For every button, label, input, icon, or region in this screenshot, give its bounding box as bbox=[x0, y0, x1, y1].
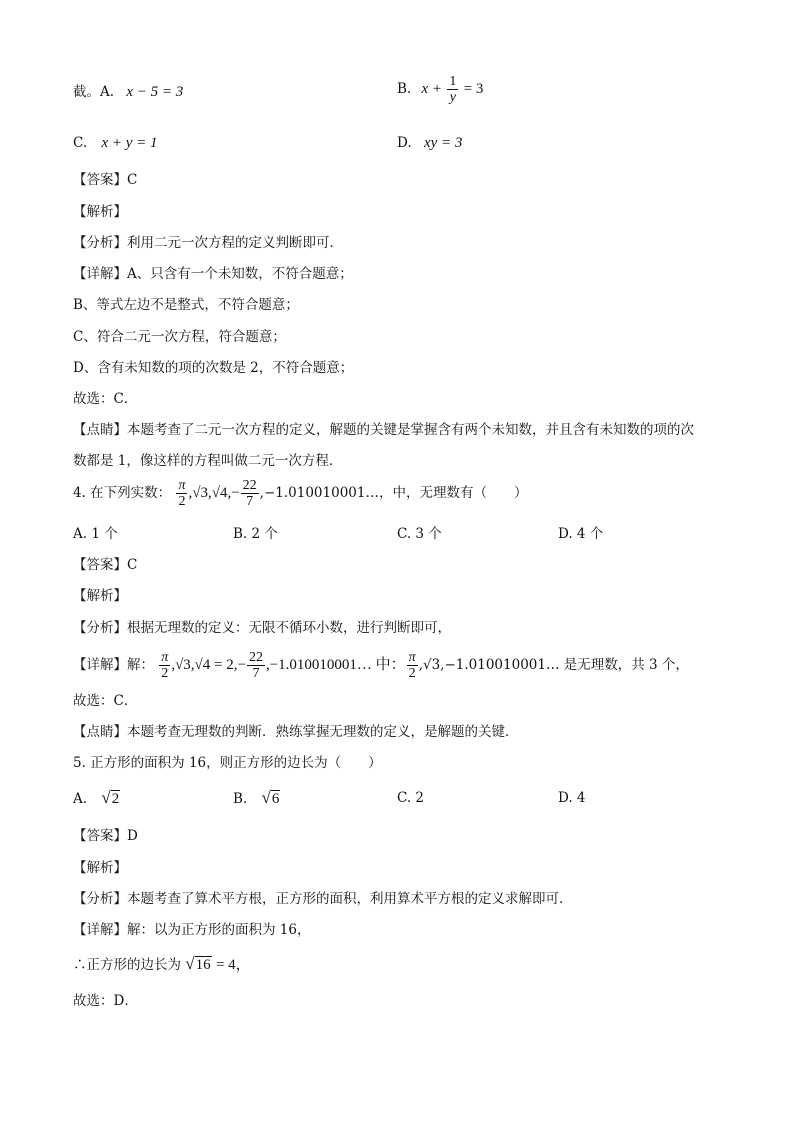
q5-therefore bbox=[73, 954, 251, 975]
q3-option-c bbox=[73, 133, 158, 153]
q4-option-b: B. 2 个 bbox=[233, 526, 278, 542]
q3-option-b-label: B. bbox=[397, 81, 412, 97]
q3-detail: 【详解】A、只含有一个未知数，不符合题意； bbox=[73, 266, 353, 282]
q4-detail-tail: ,√3,−1.010010001… 是无理数，共 3 个， bbox=[418, 657, 689, 673]
q3-option-b-math-pre: x + bbox=[421, 81, 443, 97]
q5-therefore-prefix: ∴正方形的边长为 bbox=[73, 957, 181, 973]
q4-analysis: 【分析】根据无理数的定义：无限不循环小数，进行判断即可， bbox=[73, 620, 451, 636]
q5-detail: 【详解】解：以为正方形的面积为 16， bbox=[73, 922, 311, 938]
q4-choose: 故选：C． bbox=[73, 693, 138, 709]
q3-analysis-heading: 【解析】 bbox=[73, 204, 127, 220]
q3-option-d bbox=[397, 133, 462, 153]
q3-option-a-label: 截。A. bbox=[73, 84, 115, 100]
fraction-numerator: 1 bbox=[449, 74, 457, 89]
q4-stem bbox=[73, 478, 527, 509]
q5-option-a-label: A. bbox=[73, 791, 88, 807]
q4-detail-prefix: 【详解】解： bbox=[73, 657, 154, 673]
fraction-denominator: y bbox=[449, 90, 456, 105]
q4-stem-tail: ,−1.010010001…，中，无理数有（ ） bbox=[259, 485, 528, 501]
radicand: 6 bbox=[271, 791, 280, 807]
q3-option-a-math: x − 5 = 3 bbox=[126, 84, 184, 100]
q4-detail bbox=[73, 650, 689, 681]
q4-analysis-heading: 【解析】 bbox=[73, 588, 127, 604]
q3-detail-d: D、含有未知数的项的次数是 2，不符合题意； bbox=[73, 360, 354, 376]
radicand: 16 bbox=[195, 957, 211, 973]
q4-detail-mid1: ,√3,√4 = 2,− bbox=[171, 657, 246, 673]
q5-choose: 故选：D． bbox=[73, 993, 138, 1009]
q3-option-d-label: D. bbox=[397, 135, 412, 151]
q5-option-d: D. 4 bbox=[558, 790, 586, 806]
radicand: 2 bbox=[111, 791, 120, 807]
q3-option-b bbox=[397, 74, 483, 105]
q5-option-b bbox=[233, 788, 280, 809]
q5-answer: 【答案】D bbox=[73, 828, 138, 844]
q5-option-b-sqrt: √6 bbox=[261, 788, 280, 807]
q5-option-a-sqrt: √2 bbox=[101, 788, 120, 807]
fraction-numerator: 22 bbox=[248, 650, 263, 665]
q3-option-c-label: C. bbox=[73, 135, 88, 151]
q4-stem-fraction-22-7 bbox=[241, 478, 259, 509]
q5-analysis: 【分析】本题考查了算术平方根，正方形的面积，利用算术平方根的定义求解即可． bbox=[73, 891, 573, 907]
q4-option-a: A. 1 个 bbox=[73, 526, 118, 542]
q4-option-d: D. 4 个 bbox=[558, 526, 604, 542]
fraction-denominator: 7 bbox=[246, 494, 254, 509]
q3-option-d-math: xy = 3 bbox=[423, 135, 463, 151]
fraction-denominator: 2 bbox=[408, 666, 416, 681]
q4-stem-fraction-pi-2 bbox=[176, 478, 187, 509]
q3-option-b-fraction bbox=[447, 74, 458, 105]
fraction-denominator: 7 bbox=[252, 666, 260, 681]
q3-answer: 【答案】C bbox=[73, 172, 138, 188]
q4-answer: 【答案】C bbox=[73, 557, 138, 573]
q4-detail-fraction-pi-2 bbox=[159, 650, 170, 681]
q5-therefore-sqrt: √16 bbox=[185, 954, 211, 973]
q5-option-b-label: B. bbox=[233, 791, 248, 807]
q3-comment-line-2: 数都是 1，像这样的方程叫做二元一次方程． bbox=[73, 453, 343, 469]
q3-comment-line-1: 【点睛】本题考查了二元一次方程的定义，解题的关键是掌握含有两个未知数，并且含有未知数的项的次 bbox=[73, 422, 694, 438]
q4-stem-prefix: 4. 在下列实数： bbox=[73, 485, 172, 501]
q5-option-c: C. 2 bbox=[397, 790, 425, 806]
fraction-denominator: 2 bbox=[161, 666, 169, 681]
q3-detail-b: B、等式左边不是整式，不符合题意； bbox=[73, 297, 299, 313]
q3-option-c-math: x + y = 1 bbox=[101, 135, 158, 151]
q4-detail-mid2: ,−1.010010001… 中： bbox=[265, 657, 406, 673]
q5-analysis-heading: 【解析】 bbox=[73, 860, 127, 876]
q5-option-a bbox=[73, 788, 120, 809]
fraction-numerator: π bbox=[161, 650, 169, 665]
q4-stem-list-mid: ,√3,√4,− bbox=[188, 485, 240, 501]
q3-option-a bbox=[73, 82, 183, 102]
q4-detail-fraction-22-7 bbox=[247, 650, 265, 681]
fraction-numerator: 22 bbox=[242, 478, 257, 493]
q3-analysis: 【分析】利用二元一次方程的定义判断即可． bbox=[73, 235, 343, 251]
q4-comment: 【点睛】本题考查无理数的判断．熟练掌握无理数的定义，是解题的关键． bbox=[73, 724, 519, 740]
q4-option-c: C. 3 个 bbox=[397, 526, 442, 542]
q5-stem: 5. 正方形的面积为 16，则正方形的边长为（ ） bbox=[73, 755, 382, 771]
q3-option-b-math-post: = 3 bbox=[463, 81, 484, 97]
q3-choose: 故选：C． bbox=[73, 391, 138, 407]
fraction-denominator: 2 bbox=[178, 494, 186, 509]
fraction-numerator: π bbox=[408, 650, 416, 665]
fraction-numerator: π bbox=[178, 478, 186, 493]
q5-therefore-post: = 4， bbox=[215, 957, 251, 973]
q3-detail-c: C、符合二元一次方程，符合题意； bbox=[73, 329, 286, 345]
q4-detail-fraction-pi-2-b bbox=[407, 650, 418, 681]
